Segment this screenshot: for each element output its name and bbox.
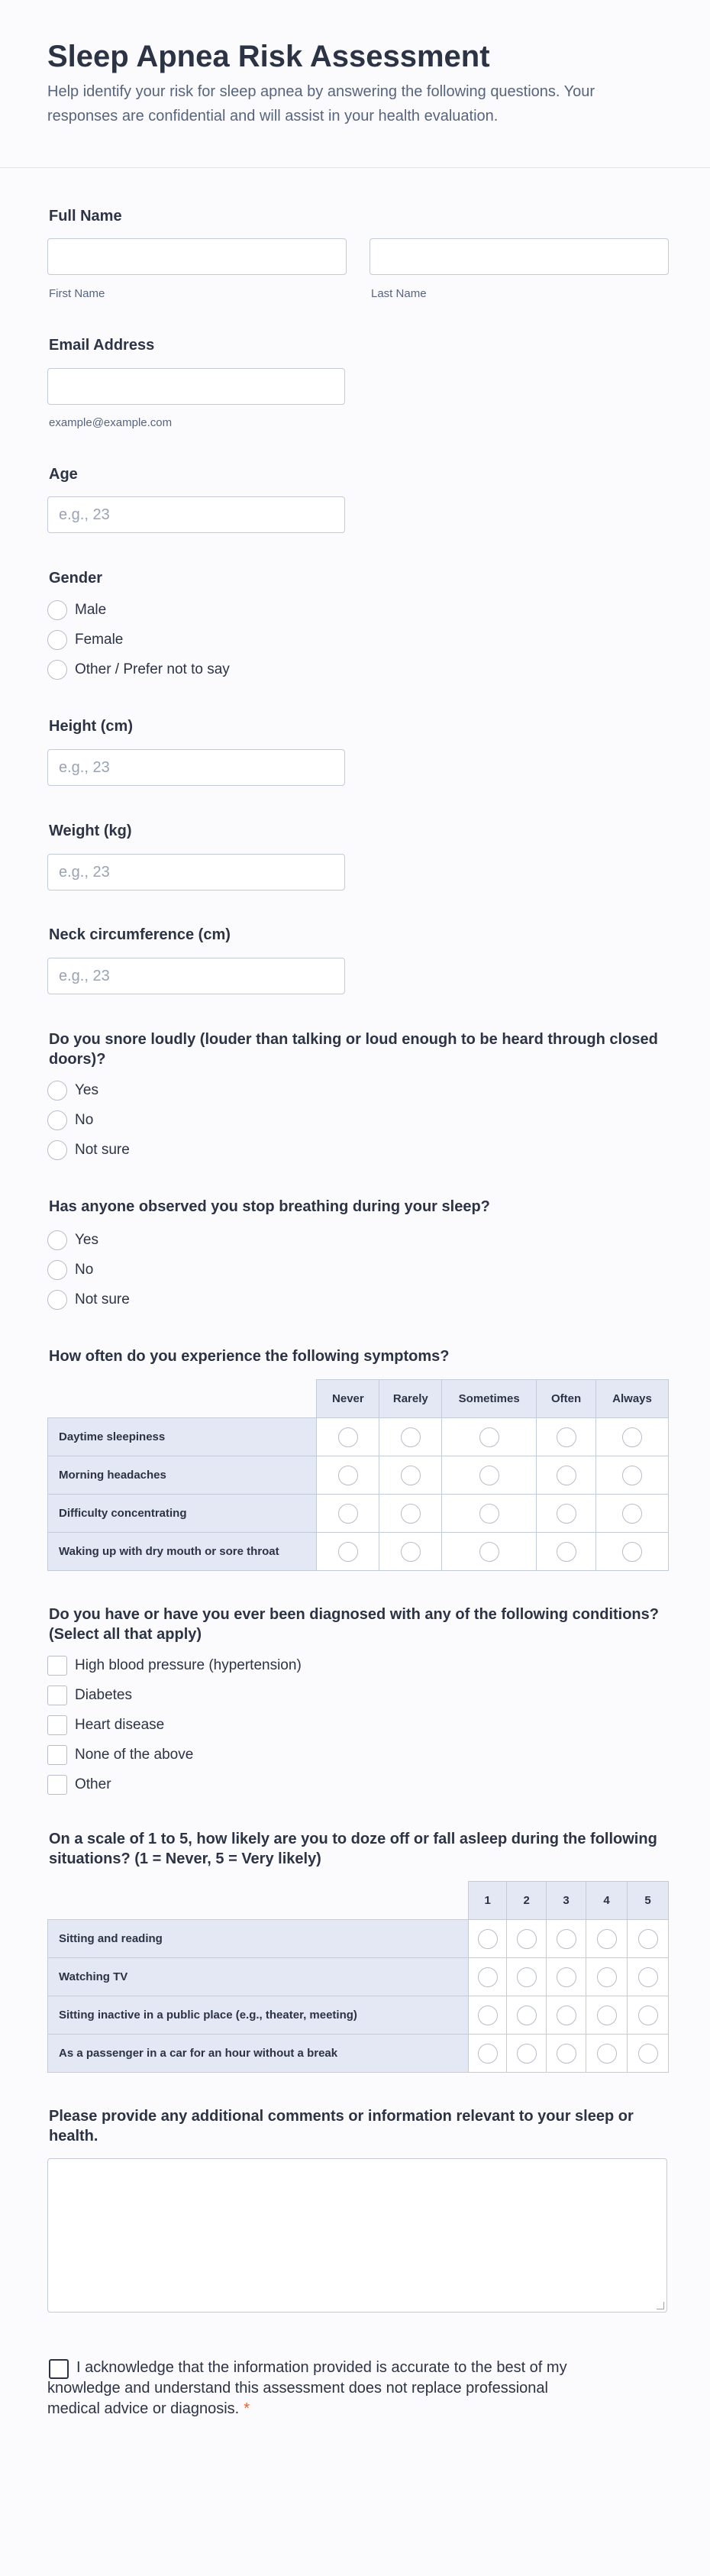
first-name-input[interactable] (47, 238, 347, 275)
option-label: No (75, 1262, 94, 1278)
age-input[interactable] (47, 496, 345, 533)
last-name-sublabel: Last Name (371, 287, 427, 300)
matrix-row (48, 1920, 669, 1958)
snore-option-yes[interactable] (47, 1080, 98, 1101)
radio-button[interactable] (47, 660, 67, 680)
acknowledge-text: I acknowledge that the information provided is accurate to the best of my knowledge and understand this assessment does not replace professional medical advice or diagnosis. (47, 2359, 567, 2417)
matrix-radio[interactable] (338, 1542, 358, 1562)
option-label: Diabetes (75, 1687, 132, 1703)
matrix-column-header: Sometimes (442, 1380, 537, 1418)
radio-button[interactable] (47, 630, 67, 650)
matrix-radio[interactable] (338, 1466, 358, 1485)
checkbox[interactable] (47, 1775, 67, 1795)
matrix-radio[interactable] (622, 1504, 642, 1524)
matrix-column-header: Rarely (379, 1380, 442, 1418)
condition-option-heart-disease[interactable] (47, 1715, 164, 1736)
snore-label: Do you snore loudly (louder than talking or loud enough to be heard through closed doors)? (49, 1031, 658, 1068)
matrix-radio[interactable] (597, 2044, 617, 2064)
option-label: High blood pressure (hypertension) (75, 1657, 302, 1673)
matrix-radio[interactable] (478, 2044, 498, 2064)
acknowledge-statement (47, 2358, 582, 2419)
matrix-row (48, 1958, 669, 1996)
acknowledge-checkbox[interactable] (49, 2359, 69, 2379)
matrix-column-header: 2 (507, 1882, 547, 1920)
condition-option-other[interactable] (47, 1774, 111, 1795)
matrix-radio[interactable] (557, 1542, 576, 1562)
option-label: Yes (75, 1082, 98, 1098)
checkbox[interactable] (47, 1745, 67, 1765)
doze-label: On a scale of 1 to 5, how likely are you to doze off or fall asleep during the following situations? (1 = Never, 5 = Very likely) (49, 1831, 657, 1867)
option-label: No (75, 1112, 94, 1128)
matrix-radio[interactable] (479, 1504, 499, 1524)
matrix-column-header: Often (537, 1380, 596, 1418)
gender-option-female[interactable] (47, 629, 123, 651)
gender-option-male[interactable] (47, 600, 106, 621)
radio-button[interactable] (47, 1230, 67, 1250)
matrix-row (48, 1996, 669, 2035)
matrix-radio[interactable] (338, 1504, 358, 1524)
breathing-option-yes[interactable] (47, 1230, 98, 1251)
checkbox[interactable] (47, 1656, 67, 1676)
matrix-radio[interactable] (557, 1427, 576, 1447)
radio-button[interactable] (47, 1081, 67, 1101)
matrix-row-label: As a passenger in a car for an hour without a break (48, 2035, 469, 2073)
checkbox[interactable] (47, 1686, 67, 1705)
matrix-column-header: Always (596, 1380, 669, 1418)
symptoms-label: How often do you experience the following symptoms? (49, 1348, 450, 1365)
matrix-radio[interactable] (401, 1504, 421, 1524)
matrix-radio[interactable] (479, 1466, 499, 1485)
option-label: Male (75, 602, 107, 618)
option-label: Female (75, 632, 124, 648)
breathing-option-not-sure[interactable] (47, 1289, 130, 1311)
matrix-radio[interactable] (517, 1967, 537, 1987)
weight-input[interactable] (47, 854, 345, 890)
matrix-column-header: 1 (469, 1882, 507, 1920)
symptoms-matrix (47, 1379, 669, 1571)
resize-handle-icon[interactable] (657, 2302, 664, 2309)
condition-option-hypertension[interactable] (47, 1655, 302, 1676)
height-input[interactable] (47, 749, 345, 786)
matrix-radio[interactable] (557, 1466, 576, 1485)
matrix-row-label: Morning headaches (48, 1456, 317, 1495)
option-label: Other (75, 1776, 111, 1792)
matrix-row-label: Daytime sleepiness (48, 1418, 317, 1456)
comments-label: Please provide any additional comments or information relevant to your sleep or health. (49, 2108, 634, 2145)
first-name-sublabel: First Name (49, 287, 105, 300)
option-label: None of the above (75, 1747, 194, 1763)
matrix-radio[interactable] (557, 1967, 576, 1987)
matrix-column-header: Never (317, 1380, 379, 1418)
doze-matrix (47, 1881, 669, 2073)
matrix-radio[interactable] (597, 1967, 617, 1987)
matrix-radio[interactable] (479, 1542, 499, 1562)
matrix-radio[interactable] (557, 2044, 576, 2064)
matrix-column-header: 4 (586, 1882, 628, 1920)
checkbox[interactable] (47, 1715, 67, 1735)
matrix-radio[interactable] (622, 1466, 642, 1485)
matrix-radio[interactable] (597, 1929, 617, 1949)
radio-button[interactable] (47, 600, 67, 620)
matrix-radio[interactable] (517, 2006, 537, 2025)
age-label: Age (49, 466, 78, 483)
matrix-radio[interactable] (638, 1929, 658, 1949)
matrix-row-label: Sitting and reading (48, 1920, 469, 1958)
matrix-row (48, 2035, 669, 2073)
radio-button[interactable] (47, 1260, 67, 1280)
option-label: Other / Prefer not to say (75, 661, 230, 677)
matrix-column-header: 3 (547, 1882, 586, 1920)
matrix-corner (48, 1882, 469, 1920)
matrix-radio[interactable] (638, 2006, 658, 2025)
matrix-radio[interactable] (401, 1427, 421, 1447)
weight-label: Weight (kg) (49, 823, 132, 839)
matrix-column-header: 5 (628, 1882, 669, 1920)
snore-option-not-sure[interactable] (47, 1139, 130, 1161)
matrix-radio[interactable] (638, 2044, 658, 2064)
matrix-row (48, 1533, 669, 1571)
condition-option-diabetes[interactable] (47, 1685, 132, 1706)
matrix-row (48, 1456, 669, 1495)
matrix-radio[interactable] (622, 1427, 642, 1447)
radio-button[interactable] (47, 1290, 67, 1310)
breathing-option-no[interactable] (47, 1259, 93, 1281)
matrix-radio[interactable] (401, 1542, 421, 1562)
matrix-radio[interactable] (517, 2044, 537, 2064)
comments-textarea[interactable] (47, 2158, 667, 2313)
snore-option-no[interactable] (47, 1110, 93, 1131)
gender-label: Gender (49, 570, 103, 587)
matrix-radio[interactable] (557, 2006, 576, 2025)
email-label: Email Address (49, 337, 155, 354)
matrix-row (48, 1495, 669, 1533)
neck-input[interactable] (47, 958, 345, 994)
conditions-label: Do you have or have you ever been diagnosed with any of the following conditions? (Select all that apply) (49, 1606, 659, 1643)
email-sublabel: example@example.com (49, 416, 173, 429)
matrix-radio[interactable] (557, 1929, 576, 1949)
condition-option-none[interactable] (47, 1744, 193, 1766)
option-label: Not sure (75, 1142, 130, 1158)
email-input[interactable] (47, 368, 345, 405)
matrix-row-label: Watching TV (48, 1958, 469, 1996)
required-mark: * (244, 2400, 250, 2417)
page-title: Sleep Apnea Risk Assessment (47, 40, 490, 73)
breathing-label: Has anyone observed you stop breathing during your sleep? (49, 1198, 490, 1215)
height-label: Height (cm) (49, 718, 133, 735)
matrix-radio[interactable] (517, 1929, 537, 1949)
matrix-radio[interactable] (338, 1427, 358, 1447)
matrix-radio[interactable] (622, 1542, 642, 1562)
matrix-radio[interactable] (597, 2006, 617, 2025)
matrix-radio[interactable] (478, 1929, 498, 1949)
matrix-row-label: Sitting inactive in a public place (e.g., theater, meeting) (48, 1996, 469, 2035)
matrix-row (48, 1418, 669, 1456)
matrix-corner (48, 1380, 317, 1418)
matrix-row-label: Waking up with dry mouth or sore throat (48, 1533, 317, 1571)
matrix-radio[interactable] (557, 1504, 576, 1524)
matrix-radio[interactable] (478, 2006, 498, 2025)
neck-label: Neck circumference (cm) (49, 926, 231, 943)
matrix-radio[interactable] (478, 1967, 498, 1987)
last-name-input[interactable] (370, 238, 669, 275)
radio-button[interactable] (47, 1140, 67, 1160)
matrix-radio[interactable] (479, 1427, 499, 1447)
page-subtitle: Help identify your risk for sleep apnea by answering the following questions. Your responses are confidential and will assist in your health evaluation. (47, 83, 595, 124)
matrix-row-label: Difficulty concentrating (48, 1495, 317, 1533)
full-name-label: Full Name (49, 208, 122, 225)
matrix-radio[interactable] (401, 1466, 421, 1485)
matrix-radio[interactable] (638, 1967, 658, 1987)
gender-option-other[interactable] (47, 659, 230, 680)
form-header (0, 0, 710, 168)
radio-button[interactable] (47, 1110, 67, 1130)
option-label: Heart disease (75, 1717, 165, 1733)
option-label: Yes (75, 1232, 98, 1248)
option-label: Not sure (75, 1291, 130, 1307)
